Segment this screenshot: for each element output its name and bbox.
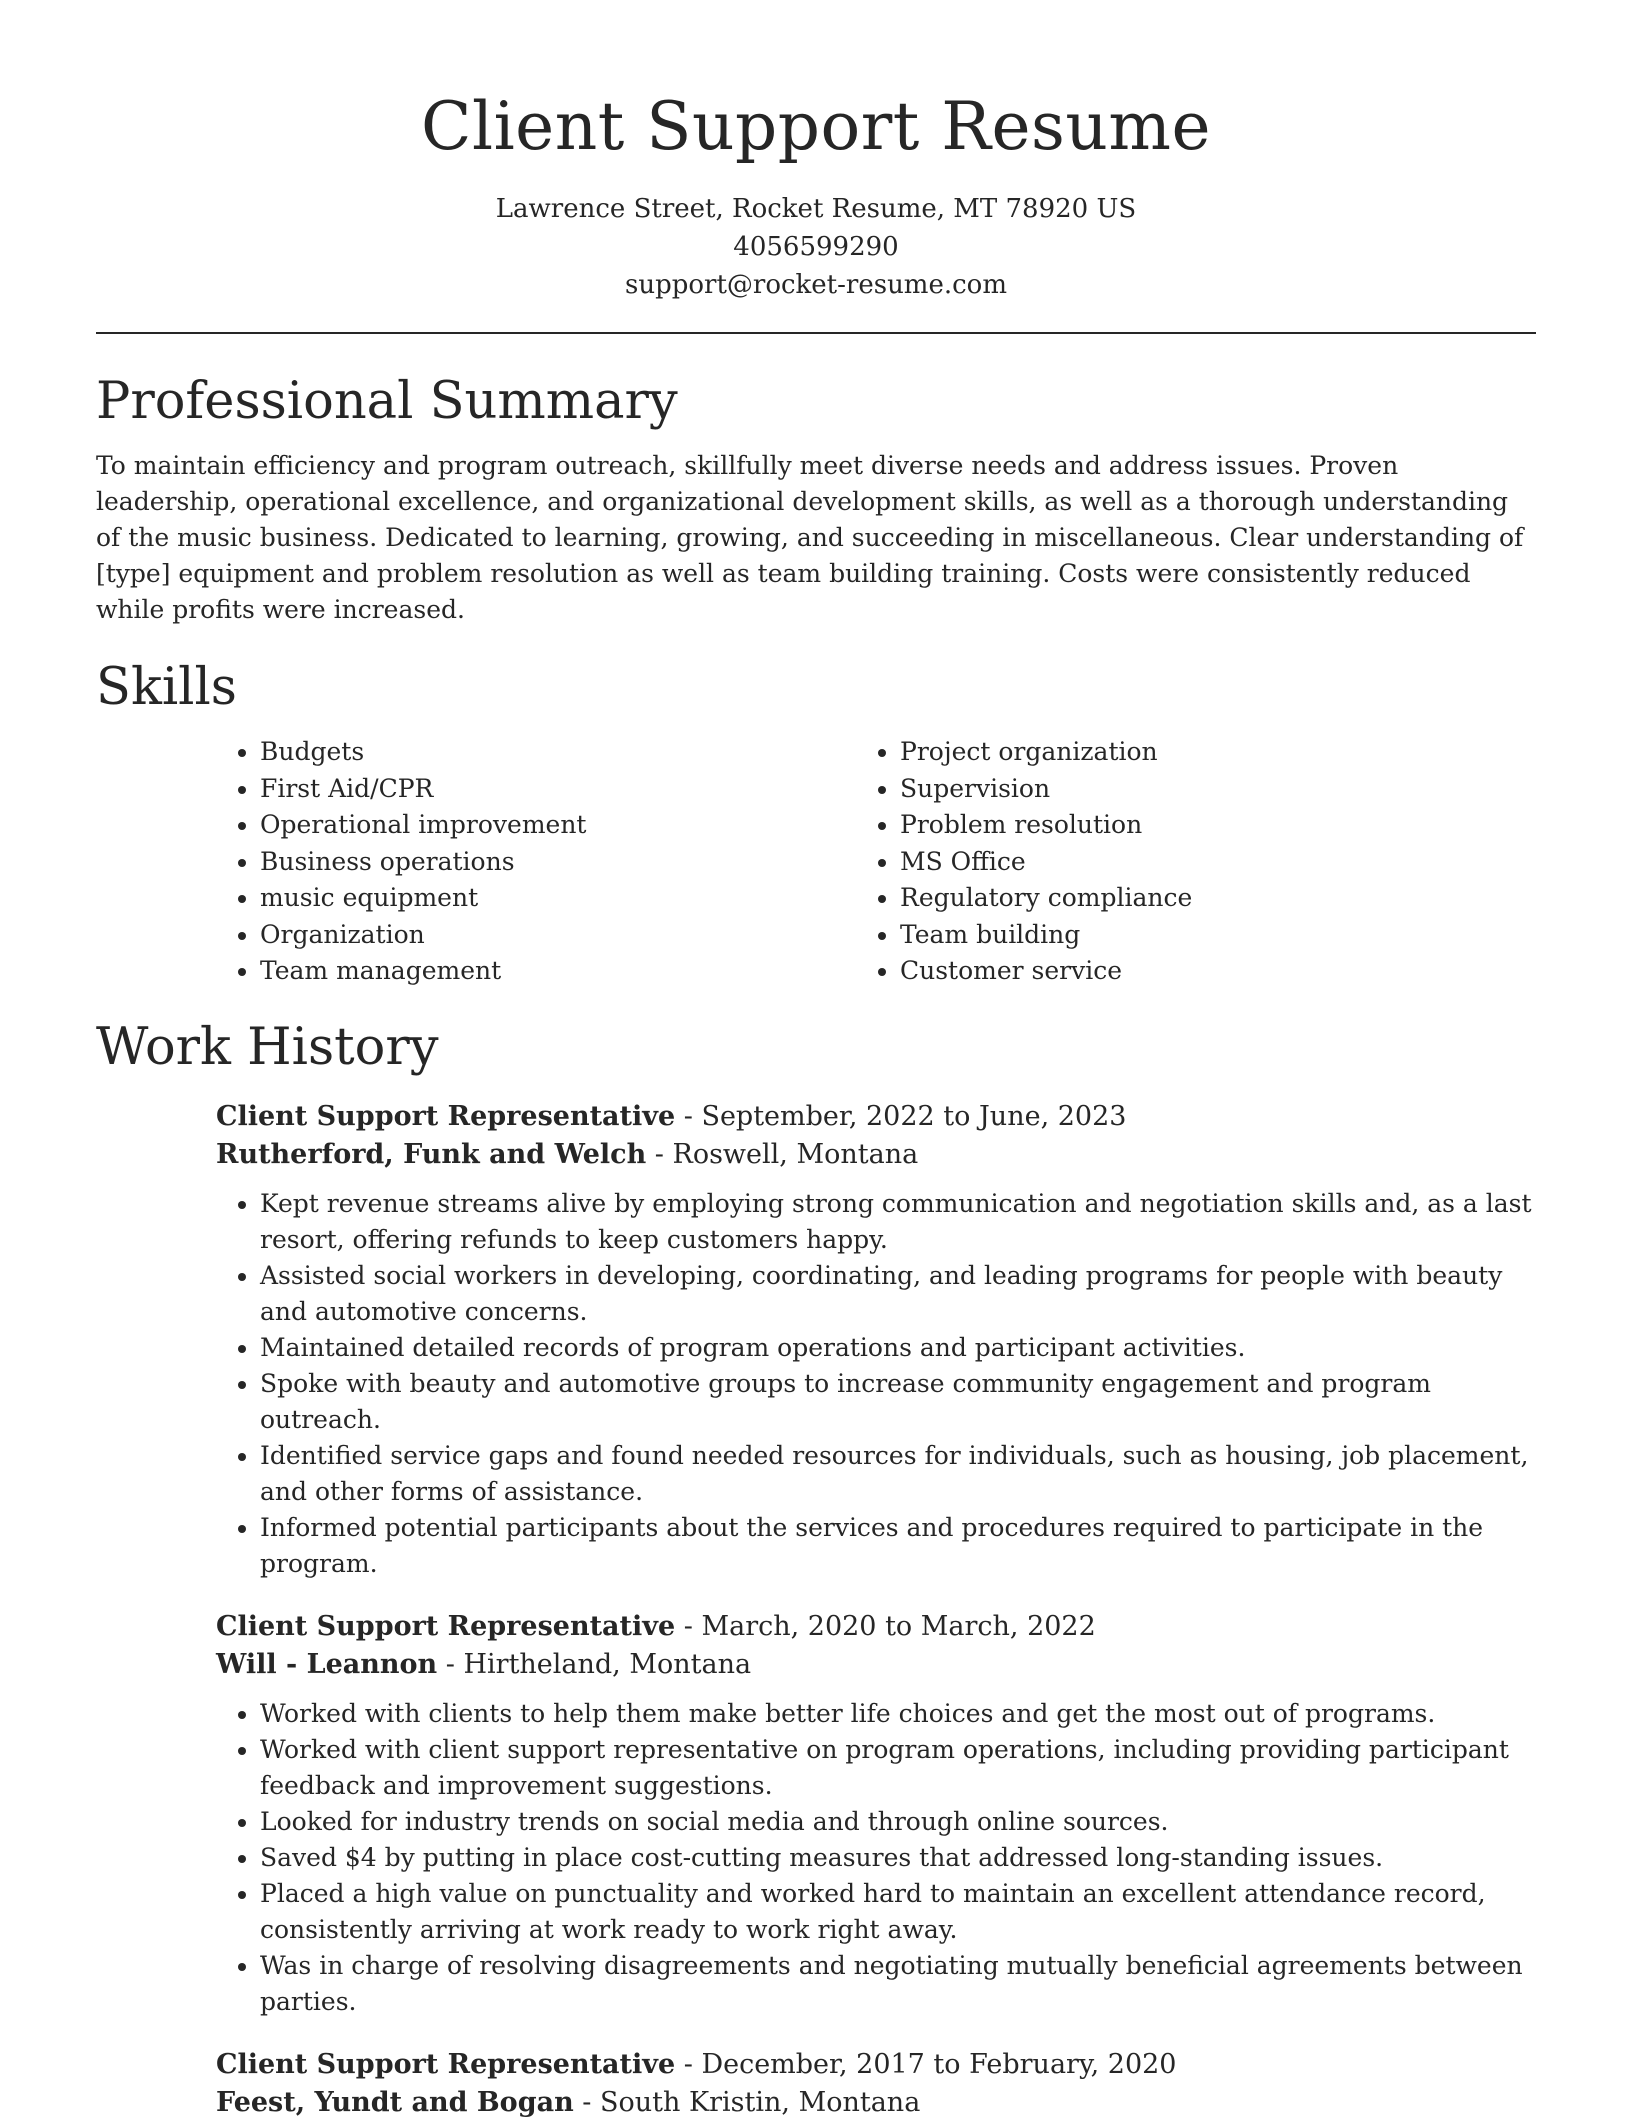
job-company-line xyxy=(216,2084,1536,2122)
skill-item: • Team building xyxy=(900,917,1536,954)
skill-item: • Team management xyxy=(260,953,896,990)
skill-item: • Operational improvement xyxy=(260,807,896,844)
job-location: - Hirtheland, Montana xyxy=(437,1648,752,1680)
job-role: Client Support Representative xyxy=(216,1100,676,1132)
skills-heading: Skills xyxy=(96,658,237,717)
job-role: Client Support Representative xyxy=(216,1610,676,1642)
job-entry xyxy=(216,1608,1536,2020)
job-company-line xyxy=(216,1646,1536,1684)
job-bullets xyxy=(216,1696,1536,2020)
job-bullet: • Maintained detailed records of program operations and participant activities. xyxy=(260,1330,1536,1366)
summary-heading: Professional Summary xyxy=(96,372,678,431)
job-bullet: • Placed a high value on punctuality and worked hard to maintain an excellent attendance record, consistently arriving at work ready to work right away. xyxy=(260,1876,1536,1948)
skill-item: • music equipment xyxy=(260,880,896,917)
job-bullet: • Informed potential participants about the services and procedures required to participate in the program. xyxy=(260,1510,1536,1582)
job-bullet: • Saved $4 by putting in place cost-cutting measures that addressed long-standing issues. xyxy=(260,1840,1536,1876)
skill-item: • Customer service xyxy=(900,953,1536,990)
job-company-line xyxy=(216,1136,1536,1174)
job-dates: - December, 2017 to February, 2020 xyxy=(675,2048,1177,2080)
job-location: - Roswell, Montana xyxy=(646,1138,919,1170)
job-bullets xyxy=(216,1186,1536,1582)
job-dates: - September, 2022 to June, 2023 xyxy=(675,1100,1127,1132)
job-role: Client Support Representative xyxy=(216,2048,676,2080)
skill-item: • Project organization xyxy=(900,734,1536,771)
skill-item: • Problem resolution xyxy=(900,807,1536,844)
skill-item: • First Aid/CPR xyxy=(260,771,896,808)
skill-item: • Regulatory compliance xyxy=(900,880,1536,917)
skills-column-right xyxy=(896,734,1536,990)
job-bullet: • Assisted social workers in developing, coordinating, and leading programs for people with beauty and automotive concerns. xyxy=(260,1258,1536,1330)
job-bullet: • Was in charge of resolving disagreements and negotiating mutually beneficial agreements between parties. xyxy=(260,1948,1536,2020)
job-title-line xyxy=(216,2046,1536,2084)
email: support@rocket-resume.com xyxy=(624,270,1007,300)
skill-item: • Organization xyxy=(260,917,896,954)
job-entry xyxy=(216,1098,1536,1582)
job-bullet: • Worked with client support representative on program operations, including providing participant feedback and improvement suggestions. xyxy=(260,1732,1536,1804)
phone: 4056599290 xyxy=(733,232,899,262)
job-bullet: • Worked with clients to help them make better life choices and get the most out of programs. xyxy=(260,1696,1536,1732)
skill-item: • Business operations xyxy=(260,844,896,881)
work-history-heading: Work History xyxy=(96,1017,439,1077)
skills-column-left xyxy=(216,734,896,990)
job-bullet: • Looked for industry trends on social media and through online sources. xyxy=(260,1804,1536,1840)
job-bullet: • Identified service gaps and found needed resources for individuals, such as housing, job placement, and other forms of assistance. xyxy=(260,1438,1536,1510)
job-company: Feest, Yundt and Bogan xyxy=(216,2086,574,2118)
job-entry xyxy=(216,2046,1536,2122)
job-title-line xyxy=(216,1608,1536,1646)
address: Lawrence Street, Rocket Resume, MT 78920 US xyxy=(495,194,1137,224)
resume-page xyxy=(96,0,1536,2122)
header-divider xyxy=(96,332,1536,334)
summary-text: To maintain efficiency and program outreach, skillfully meet diverse needs and address issues. Proven leadership, operational excellence, and organizational development skills, as well as a thorough understanding of the music business. Dedicated to learning, growing, and succeeding in miscellaneous. Clear understanding of [type] equipment and problem resolution as well as team building training. Costs were consistently reduced while profits were increased. xyxy=(96,451,1524,624)
skill-item: • Budgets xyxy=(260,734,896,771)
skills-list xyxy=(216,734,1536,990)
job-company: Rutherford, Funk and Welch xyxy=(216,1138,647,1170)
contact-block xyxy=(96,190,1536,304)
job-dates: - March, 2020 to March, 2022 xyxy=(675,1610,1096,1642)
skill-item: • Supervision xyxy=(900,771,1536,808)
job-location: - South Kristin, Montana xyxy=(573,2086,921,2118)
resume-title: Client Support Resume xyxy=(420,88,1212,165)
job-bullet: • Spoke with beauty and automotive groups to increase community engagement and program outreach. xyxy=(260,1366,1536,1438)
job-company: Will - Leannon xyxy=(216,1648,438,1680)
job-bullet: • Kept revenue streams alive by employing strong communication and negotiation skills and, as a last resort, offering refunds to keep customers happy. xyxy=(260,1186,1536,1258)
job-title-line xyxy=(216,1098,1536,1136)
skill-item: • MS Office xyxy=(900,844,1536,881)
resume-header xyxy=(96,0,1536,304)
